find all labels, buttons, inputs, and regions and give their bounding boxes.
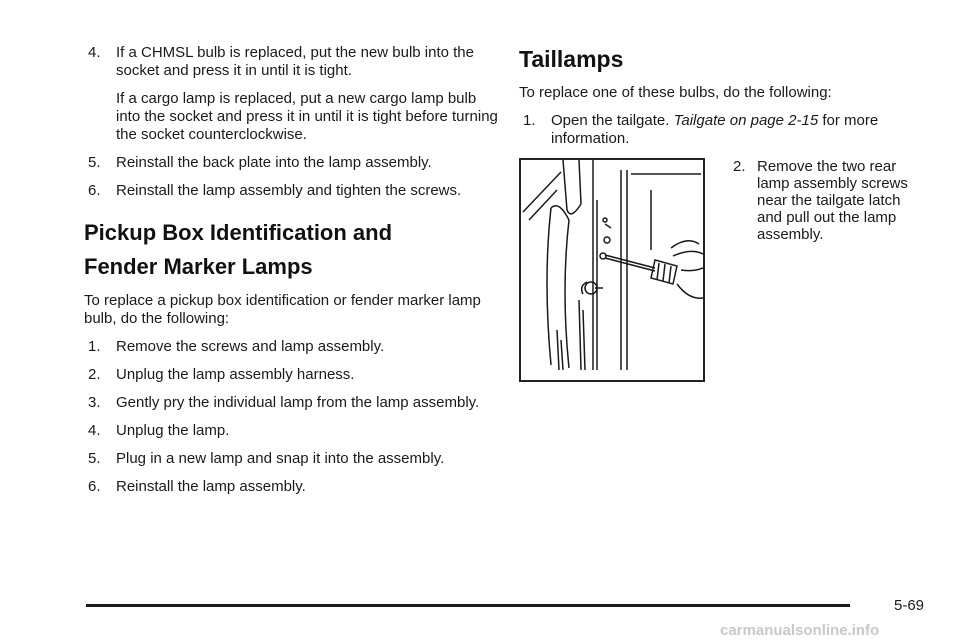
step-number: 6. [88,182,101,199]
heading-line-2: Fender Marker Lamps [84,254,313,279]
step-number: 2. [88,366,101,383]
step-text: Unplug the lamp assembly harness. [116,366,355,383]
step-text: Gently pry the individual lamp from the lamp assembly. [116,394,480,411]
section-heading-pickup-box [84,216,504,284]
footer-divider [86,604,850,607]
taillamps-intro: To replace one of these bulbs, do the following: [519,84,832,101]
list-item [84,478,504,496]
step-6-reinstall [84,182,504,200]
step-5-back-plate [84,154,504,172]
list-item [84,394,504,412]
cross-reference-link[interactable]: Tailgate on page 2-15 [673,112,819,129]
step-text: If a CHMSL bulb is replaced, put the new bulb into the socket and press it in until it is tight. [116,44,474,79]
step-text: Reinstall the back plate into the lamp assembly. [116,154,432,171]
list-item [84,338,504,356]
left-column [84,44,504,506]
list-item [84,366,504,384]
step-number: 5. [88,450,101,467]
step-4-chmsl [84,44,504,80]
heading-line-1: Pickup Box Identification and [84,220,393,245]
step-text: Plug in a new lamp and snap it into the assembly. [116,450,445,467]
cargo-lamp-note: If a cargo lamp is replaced, put a new cargo lamp bulb into the socket and press it in until it is tight before turning the socket counterclockwise. [116,90,498,143]
step-number: 4. [88,44,101,61]
taillamp-step-2 [733,158,923,243]
step-text-pre: Open the tailgate. [551,112,674,129]
section-heading-taillamps: Taillamps [519,46,624,72]
pickup-intro: To replace a pickup box identification or fender marker lamp bulb, do the following: [84,292,481,327]
step-number: 1. [523,112,536,129]
step-number: 5. [88,154,101,171]
step-number: 2. [733,158,746,175]
list-item [84,422,504,440]
step-text: Reinstall the lamp assembly. [116,478,306,495]
list-item [84,450,504,468]
taillamp-step-1 [519,112,919,148]
step-number: 3. [88,394,101,411]
step-text-post: for more information. [551,112,879,147]
watermark: carmanualsonline.info [720,622,880,639]
taillamp-screwdriver-drawing [521,160,703,380]
step-text: Reinstall the lamp assembly and tighten the screws. [116,182,462,199]
figure-block [519,158,919,398]
step-number: 6. [88,478,101,495]
step-number: 1. [88,338,101,355]
step-number: 4. [88,422,101,439]
page-number: 5-69 [894,597,925,614]
step-text: Remove the two rear lamp assembly screws near the tailgate latch and pull out the lamp assembly. [757,158,908,243]
taillamp-illustration [519,158,705,382]
step-text: Remove the screws and lamp assembly. [116,338,385,355]
right-column [519,44,919,398]
step-text: Unplug the lamp. [116,422,230,439]
